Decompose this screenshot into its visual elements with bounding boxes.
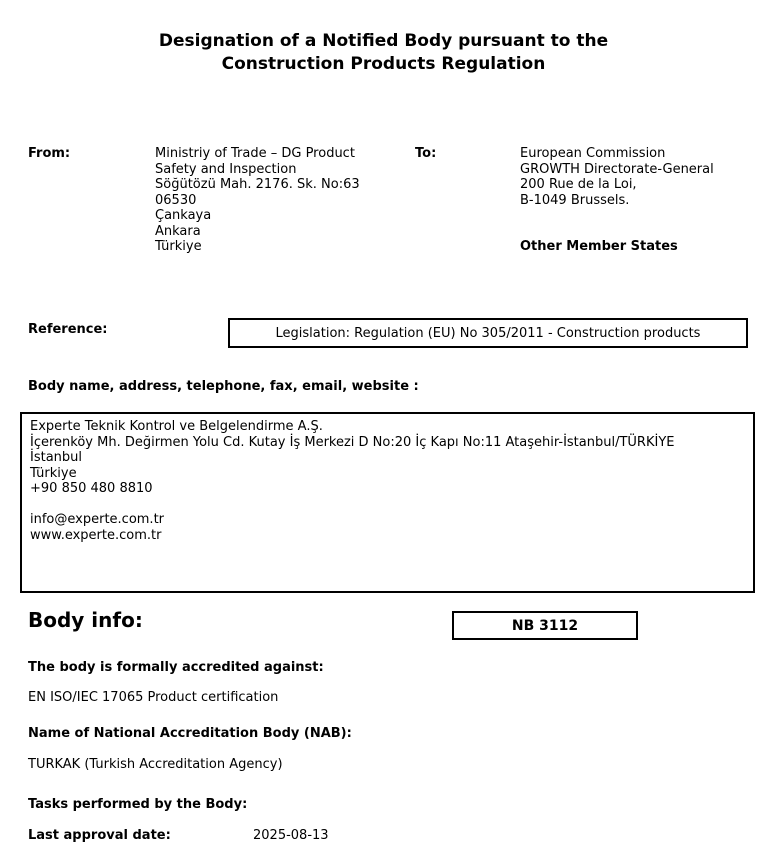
body-address: İçerenköy Mh. Değirmen Yolu Cd. Kutay İş Merkezi D No:20 İç Kapı No:11 Ataşehir-İstanbul/TÜRKİYE xyxy=(30,434,675,450)
document-title xyxy=(0,30,767,76)
last-approval-date-value: 2025-08-13 xyxy=(253,828,329,843)
from-address-line: Çankaya xyxy=(155,208,212,223)
to-address-line: B-1049 Brussels. xyxy=(520,192,630,208)
accredited-against-value: EN ISO/IEC 17065 Product certification xyxy=(28,690,279,705)
nab-label: Name of National Accreditation Body (NAB): xyxy=(28,726,352,741)
body-city: İstanbul xyxy=(30,450,83,465)
to-address-line: European Commission xyxy=(520,146,666,161)
body-website: www.experte.com.tr xyxy=(30,527,162,543)
body-info-heading: Body info: xyxy=(28,608,143,632)
other-member-states-label: Other Member States xyxy=(520,239,678,254)
body-name: Experte Teknik Kontrol ve Belgelendirme A.Ş. xyxy=(30,419,323,434)
to-address-line: GROWTH Directorate-General xyxy=(520,161,714,177)
from-address-line: Ankara xyxy=(155,223,201,239)
from-address-line: Türkiye xyxy=(155,239,202,254)
from-address-line: 06530 xyxy=(155,192,197,208)
document-title-line1: Designation of a Notified Body pursuant to the xyxy=(158,31,609,51)
reference-value-box xyxy=(228,318,748,348)
to-address xyxy=(520,146,760,255)
nb-number: NB 3112 xyxy=(511,617,579,634)
body-blank-line xyxy=(30,497,745,513)
nab-value: TURKAK (Turkish Accreditation Agency) xyxy=(28,757,283,772)
body-contact-heading: Body name, address, telephone, fax, email, website : xyxy=(28,379,419,394)
nb-number-box xyxy=(452,611,638,640)
reference-value: Legislation: Regulation (EU) No 305/2011 - Construction products xyxy=(275,325,701,341)
from-address xyxy=(155,146,420,255)
from-address-line: Safety and Inspection xyxy=(155,161,297,177)
from-address-line: Ministriy of Trade – DG Product xyxy=(155,146,355,161)
from-address-line: Söğütözü Mah. 2176. Sk. No:63 xyxy=(155,177,360,192)
body-phone: +90 850 480 8810 xyxy=(30,481,153,496)
from-label: From: xyxy=(28,146,71,161)
tasks-performed-label: Tasks performed by the Body: xyxy=(28,797,248,812)
reference-label: Reference: xyxy=(28,322,108,337)
accredited-against-label: The body is formally accredited against: xyxy=(28,660,324,675)
body-email: info@experte.com.tr xyxy=(30,512,165,527)
to-label: To: xyxy=(415,146,437,161)
document-title-line2: Construction Products Regulation xyxy=(221,54,546,74)
body-country: Türkiye xyxy=(30,465,77,481)
to-address-line: 200 Rue de la Loi, xyxy=(520,177,637,192)
body-contact-box xyxy=(20,412,755,593)
last-approval-date-label: Last approval date: xyxy=(28,828,171,843)
